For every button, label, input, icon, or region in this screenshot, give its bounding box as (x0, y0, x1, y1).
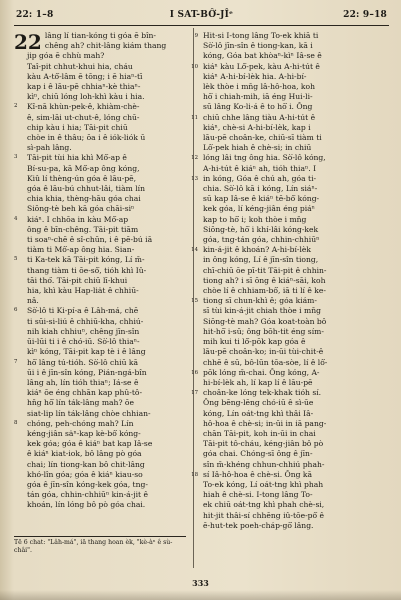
text-line (14, 62, 186, 72)
line-text: chóng, peh-chóng mah? Lín (27, 418, 134, 428)
verse-number: 14 (191, 247, 198, 254)
text-line (14, 235, 186, 245)
line-text: khó-lîn góa; góa ê kiáⁿ kiau-so (27, 469, 143, 479)
line-text: ek chiū oát-tng khì phah chè-si, (203, 500, 325, 510)
line-text: Sò͘-lô ti Ki-pí-a ê Lâh-má, chē (27, 306, 139, 316)
line-text: kek góa; góa ê kiáⁿ bat kap Iâ-se (27, 439, 153, 449)
text-line (14, 500, 186, 510)
text-line (203, 429, 389, 439)
line-text: in ông kóng, Lí ê jīn-sîn tiong, (203, 255, 319, 265)
line-text: hō͘ lâng tú-tióh. Sò͘-lô chiū kā (27, 357, 139, 367)
text-line (14, 72, 186, 82)
text-line (203, 358, 389, 368)
page-number: 333 (192, 578, 209, 588)
verse-number: 4 (14, 215, 18, 222)
text-line (14, 378, 186, 388)
line-text: chān Tāi-pit, koh in-ūi in chai (203, 428, 316, 438)
line-text: lāu-pē choân-ko; in-ūi tùi-chit-ê (203, 347, 324, 357)
text-line (203, 92, 389, 102)
line-text: kap i ê lāu-pē chhiaⁿ-kè thiaⁿ- (27, 82, 141, 92)
verse-number: 17 (191, 390, 198, 397)
line-text: chai; lín tiong-kan bô chit-lâng (27, 459, 145, 469)
footnote: Tē 6 chat: "Lâh-má", iā thang hoan èk, "kè-àⁿ ê sù-châi". (14, 539, 173, 554)
text-line (14, 133, 186, 143)
line-text: chia khia, thèng-hāu góa chai (27, 194, 141, 204)
text-line (14, 174, 186, 184)
text-line (203, 82, 389, 92)
line-text: tiàm ti Mô͘-ap ông hia. Sian- (27, 245, 135, 255)
line-text: Lô͘-pek hiah ê chè-si; in chiū (203, 143, 312, 153)
text-line (203, 398, 389, 408)
line-text: ē-hut-tek poeh-cháp-gō͘ lâng. (203, 520, 314, 530)
line-text: sîn m̄-khéng chhun-chhiú phah- (203, 459, 325, 469)
text-line (191, 112, 389, 123)
verse-number: 15 (191, 298, 198, 305)
text-line (194, 31, 389, 41)
line-text: kóng, Góa bat khòaⁿ-kìⁿ Iâ-se ê (203, 51, 322, 61)
line-text: góa ê jīn-sîn kóng-kek góa, tng- (27, 479, 148, 489)
text-line (203, 378, 389, 388)
verse-number: 9 (194, 33, 198, 39)
line-text: Kî-nā khùn-pek-ê, khiàm-chè- (27, 102, 140, 112)
line-text: hn̄g hō͘ lín ták-lâng mah? ōe (27, 398, 134, 408)
text-line (14, 153, 186, 163)
text-line (203, 225, 389, 235)
verse-number: 16 (191, 369, 198, 376)
line-text: góa, tng-tán góa, chhin-chhiūⁿ (203, 235, 320, 245)
text-line (14, 337, 186, 347)
line-text: hia, khì kàu Hap-lia̍t ê chhiū- (27, 286, 139, 296)
text-line (203, 449, 389, 459)
line-text: choân-ke lóng tek-khak tióh sí. (203, 388, 322, 398)
text-line (203, 317, 389, 327)
text-line (191, 245, 389, 255)
text-line (14, 429, 186, 439)
text-line (203, 500, 389, 510)
line-text: Bí-su-pa, kā Mô͘-ap ông kóng, (27, 163, 140, 173)
line-text: sì-pah lâng. (27, 143, 72, 153)
line-text: chêng ah? chit-lâng kiám thang (44, 41, 167, 51)
text-line (14, 92, 186, 102)
text-line (203, 409, 389, 419)
text-line (14, 368, 186, 378)
verse-number: 2 (14, 103, 18, 110)
line-text: ti sūi-si-liú ê chhiū-kha, chhiú- (27, 316, 144, 326)
line-text: thang tiàm ti ōe-sô͘, tióh khì Iû- (27, 265, 147, 275)
chapter-number: 22 (14, 30, 42, 54)
right-column (191, 31, 389, 531)
left-column-text (14, 31, 186, 511)
line-text: hit-hō͘ i-sū; ông bōh-tit éng sím- (203, 326, 324, 336)
text-line (203, 184, 389, 194)
text-line (14, 255, 186, 265)
text-line (14, 194, 186, 204)
text-line (14, 470, 186, 480)
line-text: kin-á-jit ê khoán? A-hi-bí-lèk (203, 245, 312, 255)
text-line (14, 439, 186, 449)
text-line (203, 327, 389, 337)
text-line (191, 153, 389, 163)
line-text: lèk thòe i mn̄g lâ-hô-hoa, koh (203, 82, 316, 92)
line-text: Siōng-tè mah? Góa koat-toàn bô (203, 316, 327, 326)
line-text: Tāi-pit tùi hia khì Mô͘-ap ê (27, 153, 127, 163)
line-text: kóng, Lín oát-tng khì thâi Iâ- (203, 408, 314, 418)
verse-number: 18 (191, 471, 198, 478)
text-line (203, 419, 389, 429)
line-text: Hit-si I-tong lâng To-ek khiā ti (203, 31, 319, 40)
line-text: kiáⁿ ōe éng chhān kap phû-tô- (27, 388, 143, 398)
text-line (14, 419, 186, 429)
text-line (14, 245, 186, 255)
text-line (14, 480, 186, 490)
text-line (191, 388, 389, 398)
line-text: nâ. (27, 296, 39, 306)
text-line (203, 123, 389, 133)
line-text: chia. Sò͘-lô kā i kóng, Lín siáⁿ- (203, 184, 318, 194)
text-line (203, 521, 389, 531)
text-line (203, 480, 389, 490)
text-line (14, 164, 186, 174)
line-text: sū lâng Ko-li-á ê to hō͘ i. Ông (203, 102, 313, 112)
text-line (191, 296, 389, 306)
text-line (203, 460, 389, 470)
line-text: lāu-pē choân-ke, chiū-sī tiàm ti (203, 133, 322, 143)
text-line (14, 327, 186, 337)
line-text: chī-chiū ōe pī-tit Tāi-pit ê chhin- (203, 265, 327, 275)
verse-number: 11 (191, 114, 198, 121)
line-text: ê kiáⁿ kiat-iok, bô lâng pò góa (27, 449, 142, 459)
text-line (14, 398, 186, 408)
line-text: kìⁿ, chiū lóng loh-khì kàu i hia. (27, 92, 145, 102)
right-column-text (191, 31, 389, 531)
text-line (14, 51, 186, 61)
line-text: ti Ka-tek kā Tāi-pit kóng, Lí m̄- (27, 255, 145, 265)
line-text: hō͘ i chiah-mih, iā éng Hui-li- (203, 92, 313, 102)
text-line (14, 347, 186, 357)
text-line (14, 449, 186, 459)
text-line (14, 82, 186, 92)
line-text: lóng lâi tng ông hia. Sò͘-lô kóng, (203, 153, 326, 163)
line-text: kiáⁿ kàu Lô͘-pek, kàu A-hi-tút ê (203, 61, 320, 71)
verse-number: 8 (14, 419, 18, 426)
line-text: sí Iâ-hô-hoa ê chè-si. Ông kā (203, 469, 313, 479)
header-book-title: I SAT-BÔ͘-JÎᵉ (169, 10, 234, 20)
line-text: hi-bí-lèk ah, lí kap lí ê lāu-pē (203, 377, 313, 387)
text-line (14, 123, 186, 133)
line-text: lâng ah, lín tióh thiaⁿ; Iá-se ê (27, 377, 139, 387)
line-text: kiáⁿ. I chhōa in kàu Mô͘-ap (27, 214, 129, 224)
header-rule (14, 25, 389, 26)
verse-number: 3 (14, 154, 18, 161)
text-line (14, 306, 186, 316)
text-line (14, 460, 186, 470)
text-line (203, 215, 389, 225)
line-text: kiáⁿ A-hi-bí-lèk hia. A-hi-bí- (203, 71, 307, 81)
line-text: kìⁿ kóng, Tāi-pit kap tè i ê lâng (27, 347, 146, 357)
line-text: Siōng-tè beh kā góa chāi-siⁿ (27, 204, 135, 214)
line-text: Sò͘-lô jīn-sîn ê tiong-kan, kā i (203, 41, 313, 51)
line-text: sī tùi kin-á-jit chiah thòe i mn̄g (203, 306, 321, 316)
page-edge-shadow (0, 590, 401, 600)
left-column (14, 31, 186, 511)
text-line (203, 439, 389, 449)
text-line (203, 143, 389, 153)
line-text: ūi-lūi ti i ê chó-iū. Sò͘-lô thiaⁿ- (27, 337, 140, 347)
line-text: ūi i ê jīn-sîn kóng, Pián-ngá-bîn (27, 367, 147, 377)
text-line (203, 286, 389, 296)
line-text: lâng lí tian-kóng ti góa ē bîn- (44, 31, 156, 40)
line-text: tāi thó͘. Tāi-pit chiū lī-khui (27, 275, 128, 285)
line-text: sū kap Iâ-se ê kiáⁿ tē-bô͘ kóng- (203, 194, 320, 204)
line-text: góa chai. Chóng-sī ông ê jīn- (203, 449, 313, 459)
text-line (203, 102, 389, 112)
text-line (14, 102, 186, 112)
line-text: góa ê lāu-bú chhut-lâi, tiàm lín (27, 184, 145, 194)
line-text: kap to hō͘ i; koh thòe i mn̄g (203, 214, 307, 224)
line-text: hiah ê chè-si. I-tong lâng To- (203, 490, 313, 500)
line-text: ê, sim-lāi ut-chut-ê, lóng chū- (27, 112, 140, 122)
text-line (14, 143, 186, 153)
text-line (203, 490, 389, 500)
line-text: kéng-jiân sa̍ⁿ-kap kè-bô͘ kóng- (27, 428, 141, 438)
line-text: A-hi-tút ê kiáⁿ ah, tióh thiaⁿ. I (203, 163, 317, 173)
text-line (203, 266, 389, 276)
line-text: chhē ê sū, bô-lūn tōa-sòe, lí ê lô͘- (203, 357, 328, 367)
text-line (203, 511, 389, 521)
text-line (14, 358, 186, 368)
verse-number: 6 (14, 307, 18, 314)
line-text: ti soaⁿ-chē ê sî-chūn, i ê pē-bú iā (27, 235, 153, 245)
line-text: siat-lip lín ták-lâng chòe chhian- (27, 408, 151, 418)
line-text: hô-hoa ê chè-si; in-ūi in iā pang- (203, 418, 327, 428)
text-line (191, 173, 389, 184)
verse-number: 13 (191, 175, 198, 182)
line-text: ông ê bīn-chêng. Tāi-pit tiām (27, 224, 139, 234)
text-line (14, 266, 186, 276)
line-text: chip kàu i hia; Tāi-pit chiū (27, 122, 128, 132)
line-text: khoán, lín lóng bô pò góa chai. (27, 500, 146, 510)
verse-number: 5 (14, 256, 18, 263)
text-line (14, 296, 186, 306)
line-text: chòe lí ê chhiam-bô͘, iā ti lí ê ke- (203, 286, 326, 296)
running-header (14, 10, 389, 24)
line-text: nih kiah chhiuⁿ, chêng jīn-sîn (27, 326, 140, 336)
line-text: chòe in ê thâu; ōa i ê iók-liók ū (27, 133, 146, 143)
line-text: Siōng-tè, hō͘ i khí-lâi kóng-kek (203, 224, 319, 234)
text-line (203, 164, 389, 174)
footnote-rule (14, 536, 186, 537)
line-text: tiong ah? i sī ōng ê kiáⁿ-sāi, koh (203, 275, 326, 285)
text-line (14, 215, 186, 225)
text-line (203, 337, 389, 347)
text-line (14, 286, 186, 296)
text-line (14, 388, 186, 398)
line-text: Ông bēng-lēng chó-iū ê sì-ūe (203, 398, 314, 408)
line-text: jip góa ē chhù mah? (27, 51, 105, 61)
text-line (203, 133, 389, 143)
text-line (191, 61, 389, 72)
line-text: Kiû lí thèng-ún góa ê lāu-pē, (27, 173, 137, 183)
header-reference-left: 22: 1–8 (16, 10, 54, 20)
text-line (203, 72, 389, 82)
line-text: tiong sī chun-khì ê; góa kiám- (203, 296, 317, 306)
text-line (14, 276, 186, 286)
verse-number: 7 (14, 358, 18, 365)
text-line (203, 255, 389, 265)
text-line (14, 225, 186, 235)
line-text: Tāi-pit tô-cháu, kéng-jiân bô pò (203, 439, 324, 449)
text-line (14, 184, 186, 194)
text-line (191, 367, 389, 378)
line-text: in kóng, Góa ê chú ah, góa ti- (203, 173, 317, 183)
text-line (14, 204, 186, 214)
text-line (203, 41, 389, 51)
line-text: pōk lóng m̄-chai. Ông kóng, A- (203, 367, 320, 377)
text-line (203, 235, 389, 245)
line-text: kiáⁿ, chè-si A-hi-bí-lèk, kap i (203, 122, 311, 132)
line-text: kek góa, lí kéng-jiân éng piáⁿ (203, 204, 315, 214)
verse-number: 12 (191, 155, 198, 162)
text-line (191, 469, 389, 480)
text-line (203, 194, 389, 204)
line-text: kàu A-tô͘-lâm ē tōng; i ē hiaⁿ-tī (27, 71, 143, 81)
line-text: tán góa, chhin-chhiūⁿ kin-á-jit ê (27, 490, 148, 500)
line-text: Taî-pit chhut-khui hia, cháu (27, 61, 133, 71)
text-line (203, 276, 389, 286)
text-line (14, 113, 186, 123)
header-reference-right: 22: 9–18 (343, 10, 387, 20)
line-text: mih kui ti lô͘-pōk kap góa ê (203, 337, 306, 347)
text-line (14, 490, 186, 500)
text-line (14, 409, 186, 419)
line-text: chiū chhe lâng tiàu A-hi-tút ê (203, 112, 316, 122)
text-line (203, 51, 389, 61)
text-line (203, 306, 389, 316)
line-text: hit-jit thâi-sí chhēng iû-tōe-pô͘ ê (203, 510, 324, 520)
verse-number: 10 (191, 63, 198, 70)
text-line (203, 347, 389, 357)
text-line (14, 317, 186, 327)
line-text: To-ek kóng, Lí oát-tng khì phah (203, 479, 324, 489)
text-line (203, 204, 389, 214)
